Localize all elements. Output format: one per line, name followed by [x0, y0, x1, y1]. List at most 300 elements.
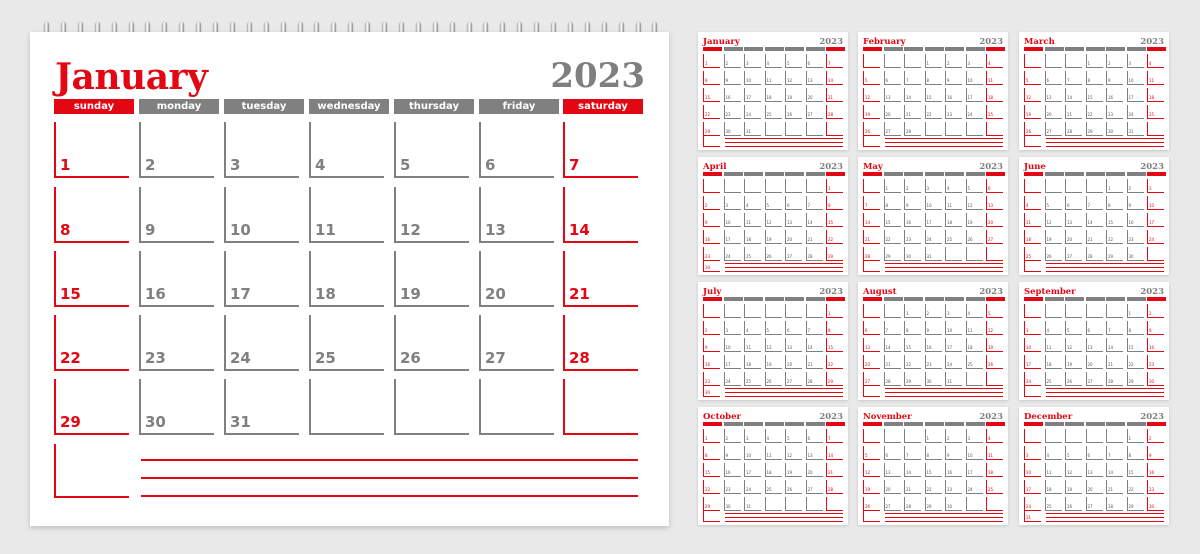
mini-day-cell: [884, 429, 901, 443]
mini-day-cell: [1127, 304, 1144, 318]
mini-day-cell: [1065, 54, 1082, 68]
mini-day-number: 21: [807, 362, 813, 367]
mini-day-number: 26: [766, 254, 772, 259]
mini-day-cell: [806, 497, 823, 511]
mini-day-number: 31: [1026, 515, 1032, 520]
mini-calendar-october: [698, 407, 848, 525]
mini-day-cell: [904, 355, 921, 369]
mini-day-cell: [1086, 463, 1103, 477]
mini-day-number: 3: [725, 203, 729, 208]
mini-day-number: 13: [1046, 95, 1052, 100]
mini-day-number: 29: [926, 504, 932, 509]
mini-day-cell: [925, 480, 942, 494]
mini-day-number: 11: [988, 453, 994, 458]
mini-day-number: 15: [705, 470, 711, 475]
mini-day-number: 26: [766, 379, 772, 384]
mini-day-number: 19: [988, 345, 994, 350]
mini-day-cell: [765, 497, 782, 511]
day-cell[interactable]: [54, 122, 129, 178]
mini-day-cell: [1045, 88, 1062, 102]
day-cell[interactable]: [54, 379, 129, 435]
mini-notes-line: [725, 517, 843, 518]
mini-weekday-header: [1045, 297, 1064, 301]
mini-day-number: 25: [1149, 112, 1155, 117]
mini-day-cell: [986, 122, 1003, 136]
mini-day-number: 27: [807, 487, 813, 492]
day-cell[interactable]: [394, 379, 469, 435]
mini-day-cell: [925, 355, 942, 369]
mini-day-cell: [806, 196, 823, 210]
day-cell[interactable]: [563, 379, 638, 435]
mini-day-number: 12: [865, 470, 871, 475]
mini-day-cell: [724, 446, 741, 460]
day-cell[interactable]: [139, 315, 214, 371]
mini-day-cell: [1147, 179, 1164, 193]
day-cell[interactable]: [479, 251, 554, 307]
mini-day-number: 3: [967, 436, 971, 441]
mini-day-number: 23: [705, 379, 711, 384]
mini-day-cell: [806, 321, 823, 335]
mini-day-number: 5: [1067, 453, 1070, 458]
mini-year-title: 2023: [1140, 37, 1164, 47]
mini-day-number: 22: [828, 237, 834, 242]
mini-day-cell: [744, 304, 761, 318]
mini-day-number: 14: [807, 220, 813, 225]
mini-day-cell: [703, 230, 720, 244]
mini-weekday-header: [1045, 172, 1064, 176]
mini-day-cell: [863, 321, 880, 335]
mini-notes-line: [1046, 396, 1164, 397]
mini-day-cell: [884, 355, 901, 369]
day-cell[interactable]: [479, 379, 554, 435]
mini-day-number: 3: [746, 61, 749, 66]
mini-day-number: 31: [1128, 129, 1134, 134]
mini-day-cell: [1106, 247, 1123, 261]
day-number: 11: [315, 221, 336, 239]
mini-day-number: 9: [947, 78, 950, 83]
mini-day-cell: [1086, 321, 1103, 335]
mini-day-cell: [945, 497, 962, 511]
mini-day-number: 7: [828, 61, 831, 66]
mini-day-cell: [785, 247, 802, 261]
mini-weekday-header: [806, 172, 825, 176]
mini-day-cell: [986, 105, 1003, 119]
mini-calendar-december: [1019, 407, 1169, 525]
mini-day-cell: [904, 179, 921, 193]
mini-notes-line: [725, 521, 843, 522]
mini-day-number: 22: [885, 237, 891, 242]
mini-day-cell: [1065, 429, 1082, 443]
mini-weekday-header: [1147, 47, 1166, 51]
mini-weekday-header: [863, 47, 882, 51]
mini-day-cell: [1045, 429, 1062, 443]
day-cell[interactable]: [139, 187, 214, 243]
mini-day-number: 18: [766, 470, 772, 475]
mini-day-number: 11: [1046, 345, 1052, 350]
mini-day-cell: [806, 105, 823, 119]
mini-day-number: 23: [1149, 362, 1155, 367]
mini-day-number: 28: [1067, 129, 1073, 134]
mini-day-cell: [826, 54, 843, 68]
day-cell[interactable]: [309, 379, 384, 435]
mini-notes-line: [725, 263, 843, 264]
mini-day-cell: [884, 54, 901, 68]
mini-weekday-header: [785, 172, 804, 176]
mini-day-cell: [785, 480, 802, 494]
mini-day-cell: [1147, 88, 1164, 102]
mini-day-number: 29: [885, 254, 891, 259]
mini-day-number: 16: [725, 470, 731, 475]
mini-day-number: 2: [705, 328, 708, 333]
day-cell[interactable]: [139, 379, 214, 435]
day-cell[interactable]: [309, 251, 384, 307]
mini-day-cell: [1024, 429, 1041, 443]
mini-day-number: 13: [885, 95, 891, 100]
mini-day-cell: [925, 321, 942, 335]
mini-day-number: 4: [947, 186, 950, 191]
mini-day-cell: [724, 304, 741, 318]
day-cell[interactable]: [479, 315, 554, 371]
mini-day-number: 5: [766, 328, 770, 333]
mini-day-number: 16: [705, 237, 711, 242]
mini-day-cell: [1106, 179, 1123, 193]
mini-day-number: 22: [1108, 237, 1114, 242]
mini-calendar-november: [858, 407, 1008, 525]
mini-day-number: 4: [988, 61, 991, 66]
mini-day-number: 25: [766, 112, 772, 117]
mini-day-cell: [884, 372, 901, 386]
mini-year-title: 2023: [979, 287, 1003, 297]
mini-weekday-header: [1024, 297, 1043, 301]
mini-day-cell: [1127, 88, 1144, 102]
mini-day-cell: [744, 429, 761, 443]
mini-day-number: 4: [988, 436, 991, 441]
mini-day-number: 7: [865, 203, 868, 208]
mini-day-number: 29: [1108, 254, 1114, 259]
mini-weekday-header: [904, 422, 923, 426]
mini-day-cell: [945, 429, 962, 443]
mini-notes-line: [885, 271, 1003, 272]
weekday-header-saturday: saturday: [563, 99, 643, 114]
mini-day-cell: [806, 213, 823, 227]
mini-day-cell: [826, 480, 843, 494]
day-cell[interactable]: [309, 122, 384, 178]
mini-day-number: 30: [725, 504, 731, 509]
day-cell[interactable]: [309, 187, 384, 243]
day-cell[interactable]: [54, 251, 129, 307]
mini-day-cell: [703, 338, 720, 352]
mini-day-number: 21: [865, 237, 871, 242]
mini-day-number: 5: [766, 203, 770, 208]
mini-day-number: 29: [1087, 129, 1093, 134]
mini-day-cell: [724, 338, 741, 352]
mini-day-cell: [744, 105, 761, 119]
weekday-header-friday: friday: [479, 99, 559, 114]
mini-day-number: 24: [947, 362, 953, 367]
mini-day-cell: [1045, 497, 1062, 511]
mini-day-number: 19: [766, 362, 772, 367]
mini-day-number: 27: [807, 112, 813, 117]
mini-day-number: 26: [865, 129, 871, 134]
mini-day-cell: [966, 88, 983, 102]
mini-day-number: 15: [828, 220, 834, 225]
mini-day-cell: [806, 480, 823, 494]
mini-day-cell: [966, 304, 983, 318]
day-number: 9: [145, 221, 156, 239]
mini-weekday-header: [765, 297, 784, 301]
mini-day-cell: [1086, 372, 1103, 386]
mini-day-number: 2: [1149, 311, 1152, 316]
mini-day-number: 18: [988, 95, 994, 100]
mini-day-cell: [765, 463, 782, 477]
mini-weekday-header: [703, 47, 722, 51]
day-cell[interactable]: [139, 251, 214, 307]
mini-day-cell: [724, 321, 741, 335]
mini-day-cell: [1127, 338, 1144, 352]
mini-day-number: 25: [988, 487, 994, 492]
weekday-header-tuesday: tuesday: [224, 99, 304, 114]
day-cell[interactable]: [224, 187, 299, 243]
mini-day-number: 9: [705, 345, 708, 350]
mini-month-title: September: [1024, 287, 1076, 297]
day-number: 3: [230, 156, 241, 174]
mini-day-number: 9: [906, 203, 909, 208]
mini-day-number: 12: [787, 78, 793, 83]
mini-day-cell: [1045, 321, 1062, 335]
mini-weekday-header: [703, 297, 722, 301]
mini-day-cell: [1024, 321, 1041, 335]
mini-month-title: March: [1024, 37, 1055, 47]
mini-day-number: 8: [885, 203, 889, 208]
mini-notes-line: [725, 392, 843, 393]
mini-day-cell: [1086, 196, 1103, 210]
mini-day-cell: [1147, 372, 1164, 386]
mini-day-cell: [1065, 247, 1082, 261]
mini-day-cell: [1086, 446, 1103, 460]
mini-day-cell: [1086, 54, 1103, 68]
day-number: 17: [230, 285, 251, 303]
mini-day-number: 11: [766, 78, 772, 83]
day-cell[interactable]: [479, 187, 554, 243]
day-cell[interactable]: [224, 315, 299, 371]
day-cell[interactable]: [394, 187, 469, 243]
notes-box[interactable]: [54, 444, 129, 498]
mini-weekday-header: [884, 47, 903, 51]
mini-day-cell: [1024, 304, 1041, 318]
mini-day-cell: [945, 247, 962, 261]
mini-notes-box: [1024, 386, 1041, 397]
mini-day-number: 22: [705, 487, 711, 492]
mini-day-cell: [1065, 446, 1082, 460]
day-number: 20: [485, 285, 506, 303]
mini-day-number: 8: [1128, 328, 1132, 333]
mini-day-number: 26: [787, 112, 793, 117]
mini-day-cell: [1147, 446, 1164, 460]
mini-day-number: 10: [1026, 345, 1032, 350]
mini-day-cell: [1147, 321, 1164, 335]
mini-day-cell: [765, 338, 782, 352]
day-cell[interactable]: [139, 122, 214, 178]
mini-weekday-header: [1065, 172, 1084, 176]
mini-day-cell: [1024, 446, 1041, 460]
mini-notes-box: [1024, 261, 1041, 272]
mini-day-number: 2: [947, 61, 950, 66]
day-cell[interactable]: [563, 315, 638, 371]
mini-day-number: 13: [787, 345, 793, 350]
mini-day-cell: [986, 355, 1003, 369]
mini-day-number: 1: [1128, 311, 1132, 316]
day-number: 10: [230, 221, 251, 239]
mini-day-number: 30: [1149, 504, 1155, 509]
mini-day-cell: [806, 122, 823, 136]
day-cell[interactable]: [54, 187, 129, 243]
mini-day-number: 26: [1026, 129, 1032, 134]
mini-weekday-header: [1024, 47, 1043, 51]
mini-day-number: 14: [906, 95, 912, 100]
mini-day-cell: [744, 230, 761, 244]
mini-day-number: 27: [787, 379, 793, 384]
mini-day-cell: [986, 213, 1003, 227]
mini-day-cell: [1024, 105, 1041, 119]
mini-day-number: 15: [1087, 95, 1093, 100]
mini-day-cell: [1106, 230, 1123, 244]
day-cell[interactable]: [563, 187, 638, 243]
mini-day-cell: [884, 71, 901, 85]
mini-weekday-header: [765, 422, 784, 426]
mini-weekday-header: [806, 422, 825, 426]
mini-day-number: 9: [725, 453, 729, 458]
mini-day-cell: [986, 247, 1003, 261]
mini-day-number: 12: [787, 453, 793, 458]
mini-weekday-header: [884, 297, 903, 301]
mini-day-number: 23: [947, 487, 953, 492]
mini-day-cell: [863, 355, 880, 369]
mini-day-cell: [986, 463, 1003, 477]
mini-day-number: 30: [725, 129, 731, 134]
mini-day-cell: [904, 304, 921, 318]
mini-day-cell: [863, 463, 880, 477]
mini-day-number: 5: [1026, 78, 1029, 83]
mini-day-number: 13: [787, 220, 793, 225]
mini-day-number: 16: [725, 95, 731, 100]
mini-day-number: 17: [725, 362, 731, 367]
mini-day-number: 28: [828, 487, 834, 492]
day-cell[interactable]: [394, 251, 469, 307]
mini-calendar-april: [698, 157, 848, 275]
mini-day-cell: [1147, 480, 1164, 494]
mini-day-cell: [863, 446, 880, 460]
day-cell[interactable]: [224, 122, 299, 178]
mini-day-number: 20: [807, 470, 813, 475]
mini-day-cell: [1045, 304, 1062, 318]
mini-day-number: 10: [1026, 470, 1032, 475]
mini-day-cell: [1045, 372, 1062, 386]
mini-calendar-june: [1019, 157, 1169, 275]
mini-day-cell: [826, 429, 843, 443]
mini-day-number: 10: [725, 220, 731, 225]
mini-day-cell: [1127, 196, 1144, 210]
mini-weekday-header: [1065, 47, 1084, 51]
mini-day-cell: [1127, 463, 1144, 477]
mini-day-number: 16: [926, 345, 932, 350]
mini-day-cell: [1065, 372, 1082, 386]
mini-notes-box: [703, 386, 720, 397]
mini-day-cell: [945, 463, 962, 477]
day-cell[interactable]: [309, 315, 384, 371]
mini-day-cell: [863, 480, 880, 494]
day-cell[interactable]: [563, 122, 638, 178]
mini-day-number: 20: [1067, 237, 1073, 242]
day-cell[interactable]: [224, 379, 299, 435]
mini-weekday-header: [986, 297, 1005, 301]
mini-notes-line: [885, 396, 1003, 397]
mini-day-cell: [925, 54, 942, 68]
mini-day-cell: [765, 213, 782, 227]
mini-day-cell: [1106, 497, 1123, 511]
mini-notes-line: [885, 517, 1003, 518]
mini-day-cell: [966, 54, 983, 68]
mini-calendar-july: [698, 282, 848, 400]
mini-day-number: 23: [705, 254, 711, 259]
mini-day-cell: [966, 230, 983, 244]
day-cell[interactable]: [394, 122, 469, 178]
day-cell[interactable]: [563, 251, 638, 307]
mini-day-number: 19: [865, 112, 871, 117]
mini-day-cell: [744, 196, 761, 210]
mini-day-cell: [1045, 122, 1062, 136]
mini-day-cell: [904, 497, 921, 511]
mini-day-number: 10: [1128, 78, 1134, 83]
mini-day-cell: [1127, 105, 1144, 119]
mini-day-cell: [1147, 54, 1164, 68]
mini-day-cell: [1045, 355, 1062, 369]
mini-day-number: 21: [906, 487, 912, 492]
mini-day-cell: [703, 196, 720, 210]
mini-day-cell: [724, 71, 741, 85]
mini-day-cell: [1106, 355, 1123, 369]
mini-day-cell: [765, 88, 782, 102]
mini-day-number: 12: [967, 203, 973, 208]
mini-day-cell: [884, 463, 901, 477]
mini-day-cell: [785, 54, 802, 68]
mini-day-number: 22: [906, 362, 912, 367]
mini-day-cell: [1086, 230, 1103, 244]
mini-day-number: 2: [947, 436, 950, 441]
mini-day-cell: [966, 338, 983, 352]
mini-day-cell: [806, 463, 823, 477]
mini-day-number: 17: [746, 470, 752, 475]
mini-day-number: 17: [947, 345, 953, 350]
mini-calendar-february: [858, 32, 1008, 150]
mini-day-cell: [904, 105, 921, 119]
mini-day-number: 5: [988, 311, 991, 316]
day-cell[interactable]: [54, 315, 129, 371]
mini-day-number: 28: [807, 254, 813, 259]
mini-day-number: 10: [746, 78, 752, 83]
day-cell[interactable]: [224, 251, 299, 307]
day-cell[interactable]: [479, 122, 554, 178]
mini-day-number: 17: [1149, 220, 1155, 225]
day-cell[interactable]: [394, 315, 469, 371]
mini-notes-line: [885, 146, 1003, 147]
mini-day-cell: [966, 372, 983, 386]
mini-day-cell: [1024, 196, 1041, 210]
mini-day-cell: [925, 446, 942, 460]
mini-notes-line: [885, 142, 1003, 143]
mini-day-number: 24: [1026, 379, 1032, 384]
mini-day-number: 1: [1087, 61, 1091, 66]
mini-day-number: 25: [1046, 504, 1052, 509]
